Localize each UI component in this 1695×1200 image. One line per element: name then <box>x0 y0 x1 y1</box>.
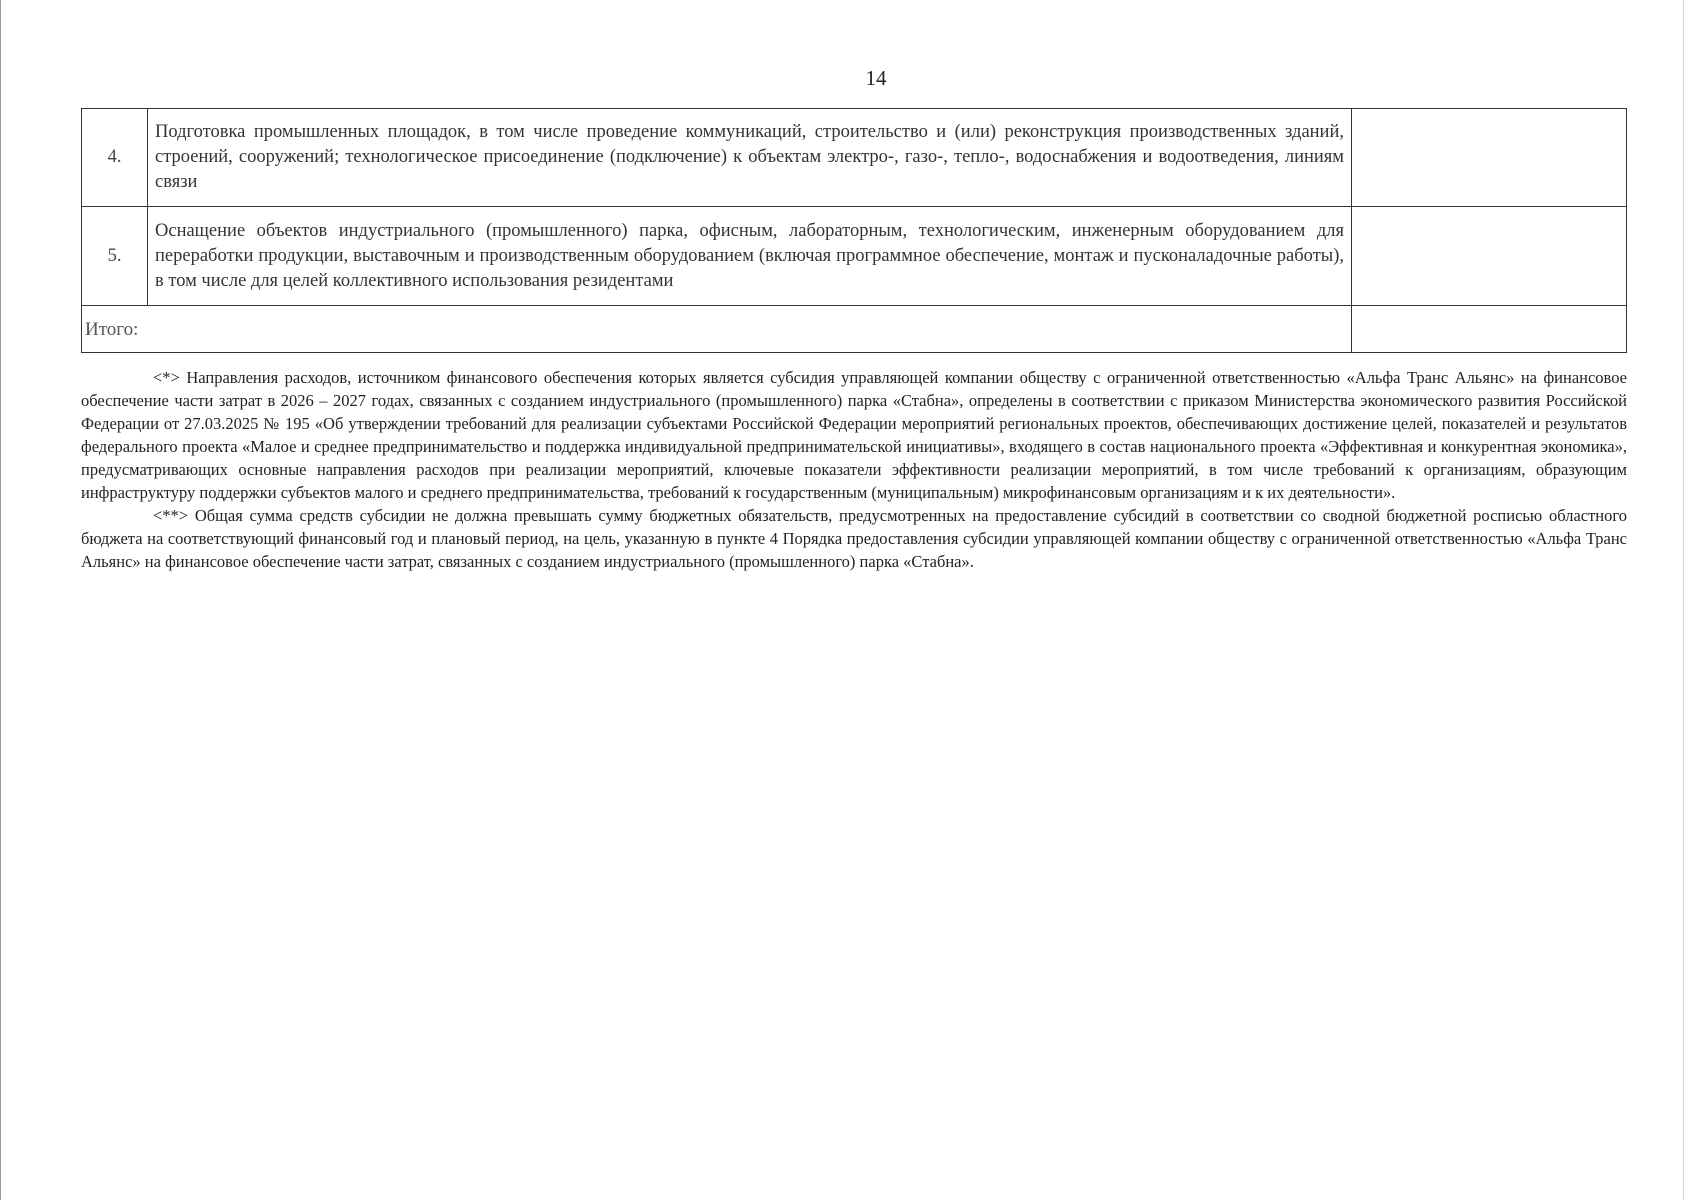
page-number-block <box>0 66 1695 91</box>
expenses-table <box>81 108 1627 353</box>
total-label: Итого: <box>82 306 1352 353</box>
page-number: 14 <box>865 66 887 90</box>
row-number: 4. <box>82 109 148 207</box>
footnote-1: <*> Направления расходов, источником финансового обеспечения которых является субсидия управляющей компании обществу с ограниченной ответственностью «Альфа Транс Альянс» на финансовое обеспечение части затрат в 2026 – 2027 годах, связанных с созданием индустриального (промышленного) парка «Стабна», определены в соответствии с приказом Министерства экономического развития Российской Федерации от 27.03.2025 № 195 «Об утверждении требований для реализации субъектами Российской Федерации мероприятий региональных проектов, обеспечивающих достижение целей, показателей и результатов федерального проекта «Малое и среднее предпринимательство и поддержка индивидуальной предпринимательской инициативы», входящего в состав национального проекта «Эффективная и конкурентная экономика», предусматривающих основные направления расходов при реализации мероприятий, ключевые показатели эффективности реализации мероприятий, в том числе требований к организациям, образующим инфраструктуру поддержки субъектов малого и среднего предпринимательства, требований к государственным (муниципальным) микрофинансовым организациям и к их деятельности». <box>81 368 1627 502</box>
table-row <box>82 207 1627 306</box>
row-description: Подготовка промышленных площадок, в том числе проведение коммуникаций, строительство и (или) реконструкция производственных зданий, строений, сооружений; технологическое присоединение (подключение) к объектам электро-, газо-, тепло-, водоснабжения и водоотведения, линиям связи <box>148 109 1352 207</box>
scan-right-edge <box>1683 0 1684 1200</box>
scan-left-edge <box>0 0 1 1200</box>
row-number: 5. <box>82 207 148 306</box>
total-row <box>82 306 1627 353</box>
row-amount-cell <box>1352 207 1627 306</box>
row-description: Оснащение объектов индустриального (промышленного) парка, офисным, лабораторным, технологическим, инженерным оборудованием для переработки продукции, выставочным и производственным оборудованием (включая программное обеспечение, монтаж и пусконаладочные работы), в том числе для целей коллективного использования резидентами <box>148 207 1352 306</box>
footnote-2: <**> Общая сумма средств субсидии не должна превышать сумму бюджетных обязательств, предусмотренных на предоставление субсидий в соответствии со сводной бюджетной росписью областного бюджета на соответствующий финансовый год и плановый период, на цель, указанную в пункте 4 Порядка предоставления субсидии управляющей компании обществу с ограниченной ответственностью «Альфа Транс Альянс» на финансовое обеспечение части затрат, связанных с созданием индустриального (промышленного) парка «Стабна». <box>81 506 1627 571</box>
total-amount-cell <box>1352 306 1627 353</box>
row-amount-cell <box>1352 109 1627 207</box>
table-row <box>82 109 1627 207</box>
footnotes <box>81 366 1627 573</box>
